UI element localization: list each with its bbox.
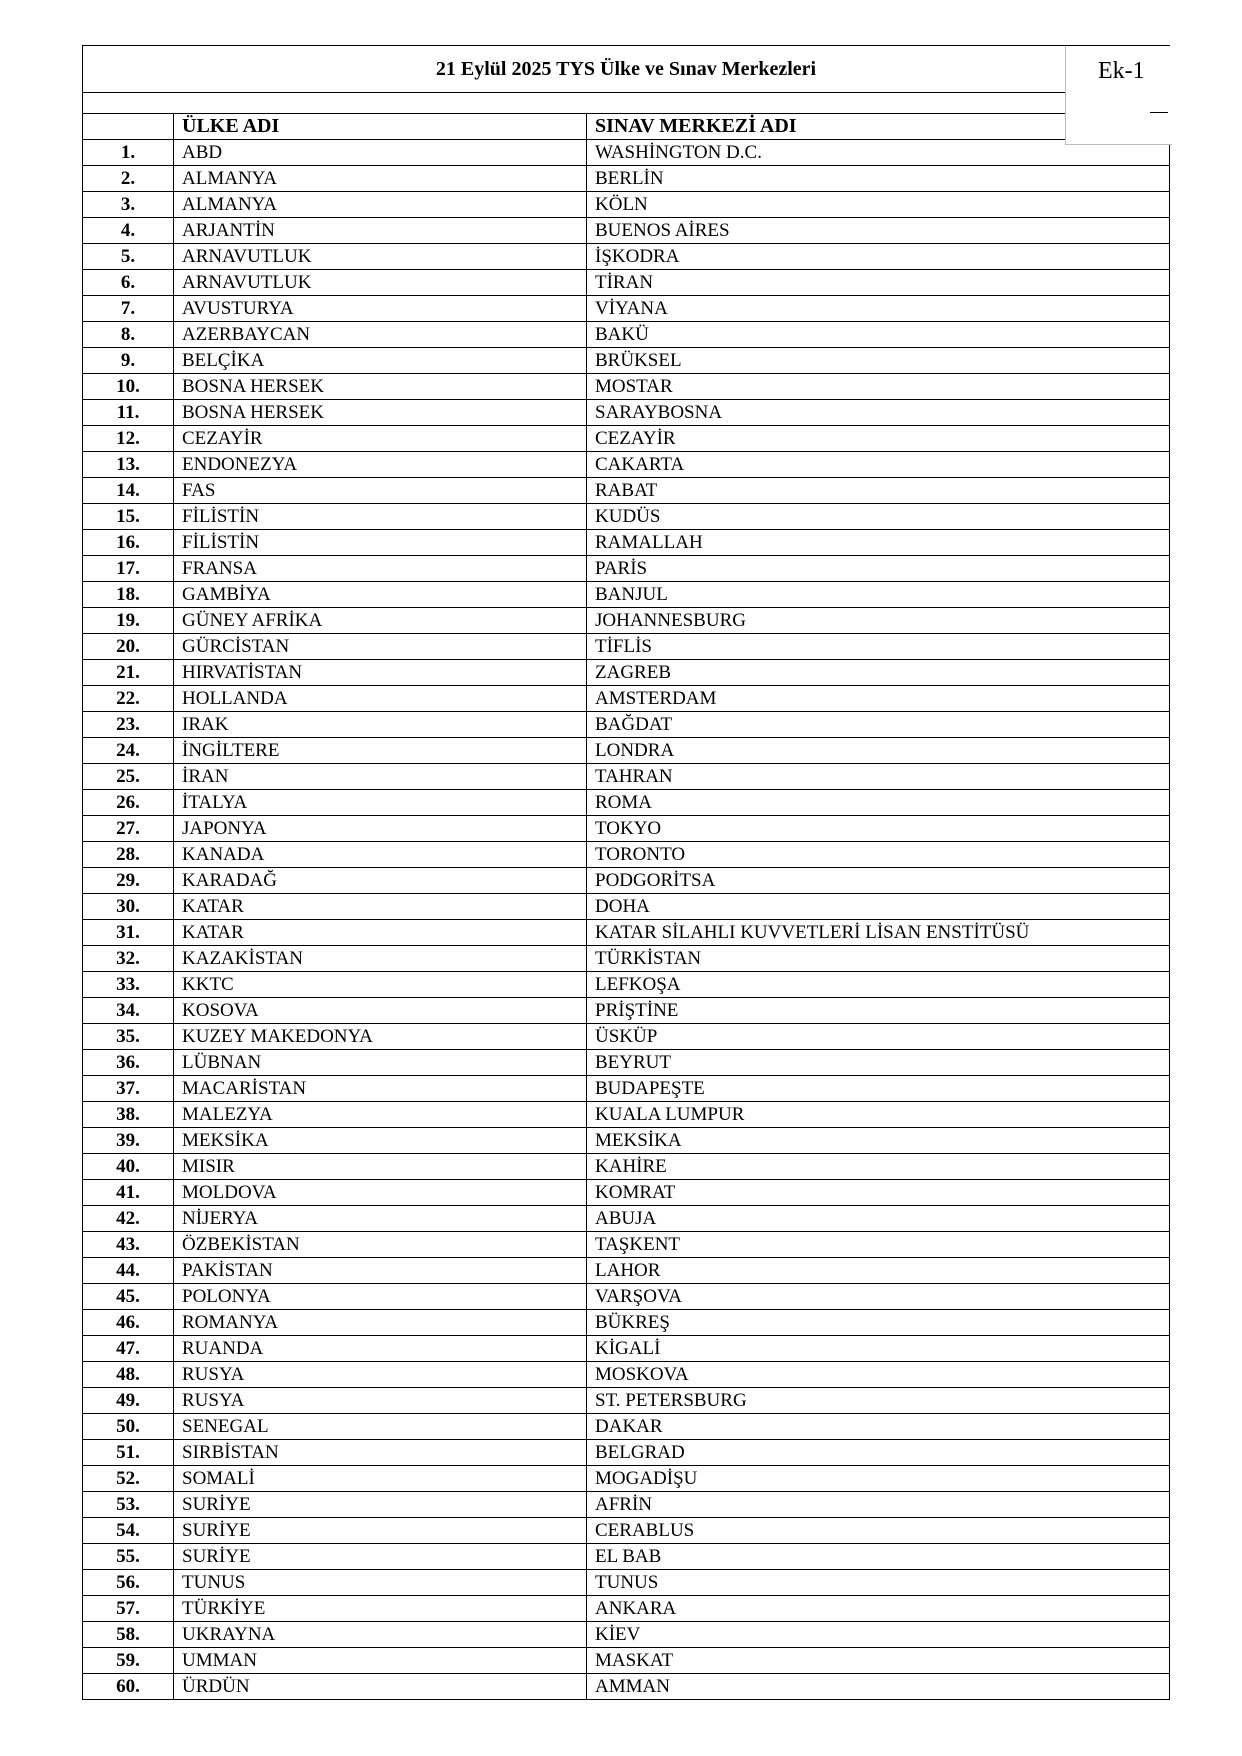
row-country: ARNAVUTLUK <box>174 270 587 296</box>
row-center: TAHRAN <box>587 764 1170 790</box>
table-row <box>83 1492 1170 1518</box>
row-center: BUENOS AİRES <box>587 218 1170 244</box>
row-country: KOSOVA <box>174 998 587 1024</box>
table-row <box>83 1466 1170 1492</box>
row-number: 8. <box>83 322 174 348</box>
table-row <box>83 1674 1170 1700</box>
row-number: 12. <box>83 426 174 452</box>
row-number: 35. <box>83 1024 174 1050</box>
table-row <box>83 270 1170 296</box>
row-number: 7. <box>83 296 174 322</box>
title-row <box>83 46 1170 93</box>
row-number: 46. <box>83 1310 174 1336</box>
row-number: 45. <box>83 1284 174 1310</box>
row-country: ALMANYA <box>174 192 587 218</box>
table-row <box>83 1388 1170 1414</box>
table-row <box>83 556 1170 582</box>
table-row <box>83 894 1170 920</box>
row-center: KİEV <box>587 1622 1170 1648</box>
row-country: ÜRDÜN <box>174 1674 587 1700</box>
row-country: SURİYE <box>174 1518 587 1544</box>
row-country: RUSYA <box>174 1388 587 1414</box>
row-country: SENEGAL <box>174 1414 587 1440</box>
row-center: BERLİN <box>587 166 1170 192</box>
row-number: 4. <box>83 218 174 244</box>
table-row <box>83 998 1170 1024</box>
row-country: SURİYE <box>174 1492 587 1518</box>
row-country: TUNUS <box>174 1570 587 1596</box>
row-country: JAPONYA <box>174 816 587 842</box>
row-center: CAKARTA <box>587 452 1170 478</box>
table-row <box>83 348 1170 374</box>
row-country: KKTC <box>174 972 587 998</box>
row-country: KAZAKİSTAN <box>174 946 587 972</box>
row-center: BÜKREŞ <box>587 1310 1170 1336</box>
row-country: MALEZYA <box>174 1102 587 1128</box>
row-number: 18. <box>83 582 174 608</box>
row-number: 6. <box>83 270 174 296</box>
row-center: PRİŞTİNE <box>587 998 1170 1024</box>
table-row <box>83 400 1170 426</box>
row-number: 13. <box>83 452 174 478</box>
row-number: 5. <box>83 244 174 270</box>
row-country: GÜRCİSTAN <box>174 634 587 660</box>
row-center: MEKSİKA <box>587 1128 1170 1154</box>
row-center: EL BAB <box>587 1544 1170 1570</box>
row-country: MEKSİKA <box>174 1128 587 1154</box>
row-country: ENDONEZYA <box>174 452 587 478</box>
row-country: ARNAVUTLUK <box>174 244 587 270</box>
row-center: SARAYBOSNA <box>587 400 1170 426</box>
row-center: LEFKOŞA <box>587 972 1170 998</box>
row-number: 31. <box>83 920 174 946</box>
row-number: 33. <box>83 972 174 998</box>
row-center: ÜSKÜP <box>587 1024 1170 1050</box>
table-row <box>83 920 1170 946</box>
table-row <box>83 1362 1170 1388</box>
table-row <box>83 816 1170 842</box>
row-center: PODGORİTSA <box>587 868 1170 894</box>
row-number: 24. <box>83 738 174 764</box>
row-center: ST. PETERSBURG <box>587 1388 1170 1414</box>
row-number: 60. <box>83 1674 174 1700</box>
row-country: HOLLANDA <box>174 686 587 712</box>
table-row <box>83 634 1170 660</box>
row-center: JOHANNESBURG <box>587 608 1170 634</box>
row-number: 38. <box>83 1102 174 1128</box>
row-center: KUALA LUMPUR <box>587 1102 1170 1128</box>
row-center: BEYRUT <box>587 1050 1170 1076</box>
table-row <box>83 192 1170 218</box>
table-row <box>83 660 1170 686</box>
row-number: 44. <box>83 1258 174 1284</box>
row-country: RUANDA <box>174 1336 587 1362</box>
row-number: 55. <box>83 1544 174 1570</box>
row-center: TİRAN <box>587 270 1170 296</box>
row-country: CEZAYİR <box>174 426 587 452</box>
row-number: 14. <box>83 478 174 504</box>
row-country: FİLİSTİN <box>174 504 587 530</box>
row-country: KARADAĞ <box>174 868 587 894</box>
row-center: BAĞDAT <box>587 712 1170 738</box>
row-number: 59. <box>83 1648 174 1674</box>
table-row <box>83 1076 1170 1102</box>
row-number: 3. <box>83 192 174 218</box>
row-number: 27. <box>83 816 174 842</box>
table-row <box>83 1544 1170 1570</box>
row-country: KATAR <box>174 894 587 920</box>
row-number: 36. <box>83 1050 174 1076</box>
row-number: 47. <box>83 1336 174 1362</box>
table-row <box>83 790 1170 816</box>
table-row <box>83 140 1170 166</box>
row-country: MOLDOVA <box>174 1180 587 1206</box>
row-country: ALMANYA <box>174 166 587 192</box>
table-row <box>83 322 1170 348</box>
table-row <box>83 1258 1170 1284</box>
row-number: 39. <box>83 1128 174 1154</box>
row-country: SURİYE <box>174 1544 587 1570</box>
table-row <box>83 1284 1170 1310</box>
table-row <box>83 608 1170 634</box>
row-center: ANKARA <box>587 1596 1170 1622</box>
table-row <box>83 452 1170 478</box>
row-country: AZERBAYCAN <box>174 322 587 348</box>
row-center: İŞKODRA <box>587 244 1170 270</box>
table-row <box>83 166 1170 192</box>
exam-centers-table <box>82 45 1170 1700</box>
row-number: 25. <box>83 764 174 790</box>
table-row <box>83 1180 1170 1206</box>
table-row <box>83 1648 1170 1674</box>
row-country: İRAN <box>174 764 587 790</box>
row-center: MASKAT <box>587 1648 1170 1674</box>
table-row <box>83 426 1170 452</box>
row-center: MOGADİŞU <box>587 1466 1170 1492</box>
row-number: 2. <box>83 166 174 192</box>
table-row <box>83 712 1170 738</box>
row-country: ARJANTİN <box>174 218 587 244</box>
annex-badge: Ek-1 <box>1098 58 1145 84</box>
row-center: ZAGREB <box>587 660 1170 686</box>
row-country: KUZEY MAKEDONYA <box>174 1024 587 1050</box>
row-number: 1. <box>83 140 174 166</box>
row-country: HIRVATİSTAN <box>174 660 587 686</box>
header-center: SINAV MERKEZİ ADI <box>587 114 1170 140</box>
row-country: GÜNEY AFRİKA <box>174 608 587 634</box>
table-row <box>83 1596 1170 1622</box>
table-row <box>83 686 1170 712</box>
row-number: 11. <box>83 400 174 426</box>
row-country: UKRAYNA <box>174 1622 587 1648</box>
row-number: 22. <box>83 686 174 712</box>
row-center: LONDRA <box>587 738 1170 764</box>
table-row <box>83 244 1170 270</box>
table-row <box>83 972 1170 998</box>
row-center: CERABLUS <box>587 1518 1170 1544</box>
row-number: 19. <box>83 608 174 634</box>
row-number: 34. <box>83 998 174 1024</box>
row-country: BELÇİKA <box>174 348 587 374</box>
row-center: RABAT <box>587 478 1170 504</box>
row-number: 53. <box>83 1492 174 1518</box>
row-number: 16. <box>83 530 174 556</box>
row-country: AVUSTURYA <box>174 296 587 322</box>
row-number: 51. <box>83 1440 174 1466</box>
row-number: 10. <box>83 374 174 400</box>
table-row <box>83 1154 1170 1180</box>
row-country: LÜBNAN <box>174 1050 587 1076</box>
annex-badge-line <box>1150 48 1168 113</box>
row-country: ÖZBEKİSTAN <box>174 1232 587 1258</box>
document-title: 21 Eylül 2025 TYS Ülke ve Sınav Merkezleri <box>83 46 1170 93</box>
row-number: 28. <box>83 842 174 868</box>
row-center: BUDAPEŞTE <box>587 1076 1170 1102</box>
table-row <box>83 842 1170 868</box>
row-country: KANADA <box>174 842 587 868</box>
table-row <box>83 868 1170 894</box>
row-center: TAŞKENT <box>587 1232 1170 1258</box>
row-number: 30. <box>83 894 174 920</box>
row-center: DAKAR <box>587 1414 1170 1440</box>
row-country: MACARİSTAN <box>174 1076 587 1102</box>
row-country: PAKİSTAN <box>174 1258 587 1284</box>
row-number: 40. <box>83 1154 174 1180</box>
row-country: POLONYA <box>174 1284 587 1310</box>
table-row <box>83 296 1170 322</box>
table-row <box>83 1440 1170 1466</box>
row-number: 21. <box>83 660 174 686</box>
row-center: LAHOR <box>587 1258 1170 1284</box>
row-center: ABUJA <box>587 1206 1170 1232</box>
spacer-cell <box>83 93 1170 114</box>
row-number: 56. <box>83 1570 174 1596</box>
row-center: MOSTAR <box>587 374 1170 400</box>
header-country: ÜLKE ADI <box>174 114 587 140</box>
exam-centers-document <box>82 45 1169 1700</box>
row-country: ROMANYA <box>174 1310 587 1336</box>
table-row <box>83 764 1170 790</box>
row-country: TÜRKİYE <box>174 1596 587 1622</box>
row-number: 23. <box>83 712 174 738</box>
row-country: IRAK <box>174 712 587 738</box>
row-center: KAHİRE <box>587 1154 1170 1180</box>
table-row <box>83 530 1170 556</box>
table-row <box>83 374 1170 400</box>
row-center: ROMA <box>587 790 1170 816</box>
row-country: KATAR <box>174 920 587 946</box>
row-center: TORONTO <box>587 842 1170 868</box>
row-center: KOMRAT <box>587 1180 1170 1206</box>
row-center: TUNUS <box>587 1570 1170 1596</box>
row-number: 54. <box>83 1518 174 1544</box>
header-number <box>83 114 174 140</box>
table-row <box>83 1024 1170 1050</box>
row-center: KİGALİ <box>587 1336 1170 1362</box>
row-number: 15. <box>83 504 174 530</box>
table-row <box>83 1518 1170 1544</box>
table-row <box>83 582 1170 608</box>
row-center: BELGRAD <box>587 1440 1170 1466</box>
row-country: SOMALİ <box>174 1466 587 1492</box>
row-center: VARŞOVA <box>587 1284 1170 1310</box>
row-country: SIRBİSTAN <box>174 1440 587 1466</box>
row-number: 42. <box>83 1206 174 1232</box>
row-center: DOHA <box>587 894 1170 920</box>
row-center: AFRİN <box>587 1492 1170 1518</box>
row-country: MISIR <box>174 1154 587 1180</box>
row-center: WASHİNGTON D.C. <box>587 140 1170 166</box>
table-row <box>83 1102 1170 1128</box>
row-number: 26. <box>83 790 174 816</box>
row-center: AMMAN <box>587 1674 1170 1700</box>
row-number: 32. <box>83 946 174 972</box>
spacer-row <box>83 93 1170 114</box>
table-row <box>83 1050 1170 1076</box>
table-row <box>83 1414 1170 1440</box>
row-country: FRANSA <box>174 556 587 582</box>
row-number: 57. <box>83 1596 174 1622</box>
table-row <box>83 1232 1170 1258</box>
row-number: 58. <box>83 1622 174 1648</box>
row-center: MOSKOVA <box>587 1362 1170 1388</box>
row-country: RUSYA <box>174 1362 587 1388</box>
row-number: 52. <box>83 1466 174 1492</box>
row-center: BAKÜ <box>587 322 1170 348</box>
row-center: KÖLN <box>587 192 1170 218</box>
row-number: 20. <box>83 634 174 660</box>
row-number: 48. <box>83 1362 174 1388</box>
row-center: BANJUL <box>587 582 1170 608</box>
row-number: 43. <box>83 1232 174 1258</box>
table-row <box>83 1310 1170 1336</box>
table-row <box>83 478 1170 504</box>
row-center: PARİS <box>587 556 1170 582</box>
row-center: KUDÜS <box>587 504 1170 530</box>
row-country: FİLİSTİN <box>174 530 587 556</box>
table-row <box>83 946 1170 972</box>
row-center: RAMALLAH <box>587 530 1170 556</box>
row-country: FAS <box>174 478 587 504</box>
row-center: TÜRKİSTAN <box>587 946 1170 972</box>
row-center: TİFLİS <box>587 634 1170 660</box>
table-row <box>83 1128 1170 1154</box>
row-country: BOSNA HERSEK <box>174 400 587 426</box>
row-number: 17. <box>83 556 174 582</box>
row-number: 29. <box>83 868 174 894</box>
row-center: TOKYO <box>587 816 1170 842</box>
row-number: 9. <box>83 348 174 374</box>
table-row <box>83 504 1170 530</box>
row-number: 50. <box>83 1414 174 1440</box>
table-row <box>83 1336 1170 1362</box>
row-center: KATAR SİLAHLI KUVVETLERİ LİSAN ENSTİTÜSÜ <box>587 920 1170 946</box>
row-country: GAMBİYA <box>174 582 587 608</box>
table-row <box>83 218 1170 244</box>
row-center: CEZAYİR <box>587 426 1170 452</box>
row-number: 41. <box>83 1180 174 1206</box>
header-row <box>83 114 1170 140</box>
row-country: UMMAN <box>174 1648 587 1674</box>
row-number: 49. <box>83 1388 174 1414</box>
row-center: VİYANA <box>587 296 1170 322</box>
table-row <box>83 738 1170 764</box>
table-row <box>83 1622 1170 1648</box>
row-center: AMSTERDAM <box>587 686 1170 712</box>
row-country: BOSNA HERSEK <box>174 374 587 400</box>
table-row <box>83 1206 1170 1232</box>
row-country: ABD <box>174 140 587 166</box>
row-country: İNGİLTERE <box>174 738 587 764</box>
row-number: 37. <box>83 1076 174 1102</box>
table-row <box>83 1570 1170 1596</box>
row-country: NİJERYA <box>174 1206 587 1232</box>
row-country: İTALYA <box>174 790 587 816</box>
row-center: BRÜKSEL <box>587 348 1170 374</box>
